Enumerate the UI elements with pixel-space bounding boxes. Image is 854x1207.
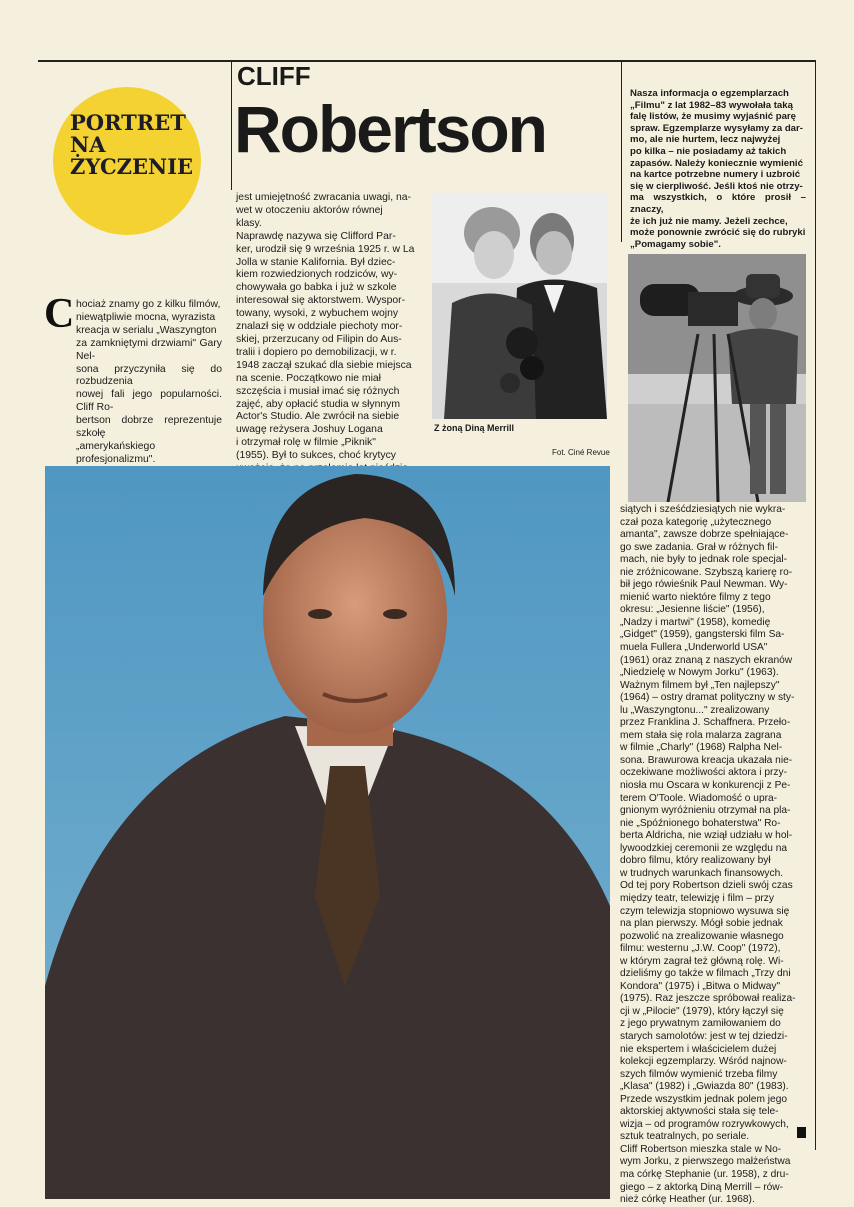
top-rule (38, 60, 816, 62)
badge-label: PORTRET NA ŻYCZENIE (70, 110, 194, 179)
column-2-text: jest umiejętność zwracania uwagi, na- wet w otoczeniu aktorów równej klasy. Naprawdę nazywa się Clifford Par- ker, urodził się 9 września 1925 r. w La Jolla w stanie Kalifornia. Był dziec- kiem rozwiedzionych rodziców, wy- chowywała go babka i już w szkole interesował się aktorstwem. Wyspor- towany, wysoki, z wybuchem wojny znalazł się w oddziale piechoty mor- skiej, przerzucany od Filipin do Aus- tralii i dopiero po demobilizacji, w r. 1948 zaczął szukać dla siebie miejsca na scenie. Początkowo nie miał szczęścia i musiał imać się różnych zajęć, aby opłacić studia w słynnym Actor's Studio. Ale zwrócił na siebie uwagę reżysera Joshuy Logana i otrzymał rolę w filmie „Piknik" (1955). Był to sukces, choć krytycy (236, 192, 415, 462)
portrait-photo (45, 466, 610, 1199)
rule-left-header (231, 60, 232, 190)
photo-credit: Fot. Ciné Revue (552, 448, 610, 457)
photo-camera-image (628, 254, 806, 502)
header-kicker: CLIFF (237, 61, 311, 91)
rule-right-edge (815, 60, 816, 1150)
photo-with-wife (432, 193, 607, 419)
photo-with-wife-image (432, 193, 607, 419)
page-title: Robertson (234, 92, 546, 166)
photo-camera (628, 254, 806, 502)
dropcap-letter: C (44, 291, 75, 337)
column-right-text: siątych i sześćdziesiątych nie wykra- czał poza kategorię „użytecznego amanta", zawsze dobrze spełniające- go swe zadania. Grał w różnych fil- mach, nie były to jednak role specjal- nie zróżnicowane. Szybszą karierę ro- bił jego rówieśnik Paul Newman. Wy- mienić warto niektóre filmy z tego okresu: „Jesienne liście" (1956), „Nadzy i martwi" (1958), komedię „Gidget" (1959), gangsterski film Sa- muela Fullera „Underworld USA" (1961) oraz znaną z naszych ekranów „Niedzielę w Nowym Jorku" (1963). Ważnym filmem był „Ten najlepszy" (1964) – ostry dramat polityczny w sty- lu „Waszyngtonu..." zrealizowany przez Franklina J. Schaffnera. Przeło- mem stała się rola malarza zagrana w filmie „Charly" (1968) Ralpha Nel- sona. Brawurowa kreacja ukazała nie- oczekiwane możliwości aktora i przy- niosła mu Oscara w konkurencji z Pe- terem O'Toole. Wiadomość o upra- gnionym wyróżnieniu otrzymał na pla- nie „Spóźnionego bohaterstwa" Ro- berta Aldricha, nie wziął udziału w hol- lywoodzkiej ceremonii ze względu na dobro filmu, który realizowany był w trudnych warunkach finansowych. Od tej pory Robertson dzieli swój czas między teatr, telewizję i film – przy czym telewizja stopniowo wysuwa się na plan pierwszy. Mógł sobie jednak pozwolić na zrealizowanie własnego filmu: westernu „J.W. Coop" (1972), w którym zagrał też główną rolę. Wi- dzieliśmy go także w filmach „Trzy dni Kondora" (1975) i „Bitwa o Midway" (1975). Raz jeszcze spróbował realiza- cji w „Pilocie" (1979), który łączył się z jego prywatnym zamiłowaniem do starych samolotów: jest w tej dziedzi- nie ekspertem i właścicielem dużej kolekcji egzemplarzy. Wśród najnow- szych filmów wymienić trzeba filmy „Klasa" (1982) i „Gwiazda 80" (1983). Przede wszystkim jednak polem jego aktorskiej aktywności stała się tele- wizja – od programów rozrywkowych, sztuk teatralnych, po seriale. Cliff Robertson mieszka stale w No- wym Jorku, z pierwszego małżeństwa ma córkę Stephanie (ur. 1958), z dru- giego – z aktorką Diną Merrill – rów- nież córkę Heather (ur. 1968). (620, 504, 796, 1206)
photo-caption: Z żoną Diną Merrill (434, 423, 515, 433)
notice-text: Nasza informacja o egzemplarzach „Filmu" z lat 1982–83 wywołała taką falę listów, że musimy wyjaśnić parę spraw. Egzemplarze wysyłamy za dar- mo, ale nie hurtem, lecz najwyżej po kilka – nie posiadamy aż takich zapasów. Należy koniecznie wymienić na kartce potrzebne numery i uzbroić się w cierpliwość. Jeśli ktoś nie otrzy- ma wszystkich, o które prosił – znaczy, że ich już nie mamy. Jeżeli zechce, może ponownie zwrócić się do rubryki „Pomagamy sobie". (630, 88, 806, 250)
rule-notice-left (621, 60, 622, 242)
intro-paragraph: hociaż znamy go z kilku filmów, niewątpliwie mocna, wyrazista kreacja w serialu „Waszyngton za zamkniętymi drzwiami" Gary Nel- sona przyczyniła się do rozbudzenia nowej fali jego popularności. Cliff Ro- bertson dobrze reprezentuje szkołę „amerykańskiego profesjonalizmu". (76, 299, 222, 465)
portrait-image (45, 466, 610, 1199)
end-of-article-mark (797, 1127, 806, 1138)
